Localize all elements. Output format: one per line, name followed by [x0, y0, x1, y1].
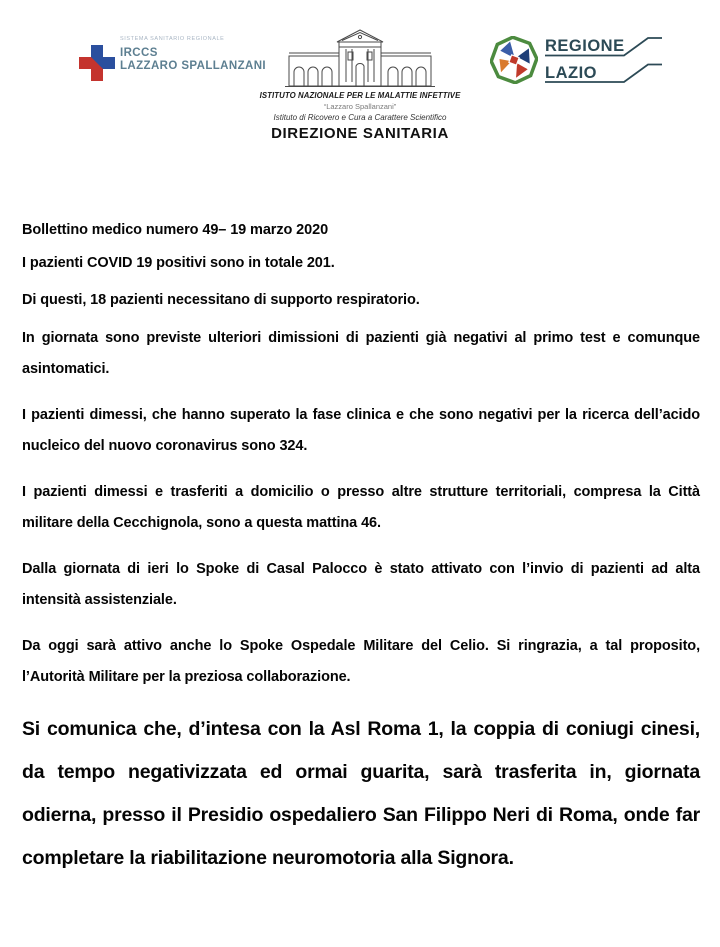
bulletin-body: [22, 215, 700, 880]
paragraph-chinese-couple-announcement: Si comunica che, d’intesa con la Asl Roma 1, la coppia di coniugi cinesi, da tempo negativizzata ed ormai guarita, sarà trasferita in, giornata odierna, presso il Presidio ospedaliero San Filippo Neri di Roma, onde far completare la riabilitazione neuromotoria alla Signora.: [22, 718, 700, 869]
spallanzani-building-icon: [285, 26, 435, 88]
institute-subtitle: Istituto di Ricovero e Cura a Carattere Scientifico: [273, 113, 447, 122]
bulletin-title: Bollettino medico numero 49– 19 marzo 2020: [22, 222, 329, 238]
paragraph-spoke-celio: Da oggi sarà attivo anche lo Spoke Ospedale Militare del Celio. Si ringrazia, a tal proposito, l’Autorità Militare per la preziosa collaborazione.: [22, 638, 700, 685]
paragraph-total-positive: I pazienti COVID 19 positivi sono in totale 201.: [22, 255, 335, 271]
regione-lazio-wordmark: [544, 33, 662, 87]
regione-text: REGIONE: [545, 37, 625, 55]
lazio-text: LAZIO: [545, 64, 597, 82]
paragraph-spoke-casal-palocco: Dalla giornata di ieri lo Spoke di Casal Palocco è stato attivato con l’invio di pazienti ad alta intensità assistenziale.: [22, 561, 700, 608]
letterhead: [0, 0, 720, 160]
lazio-emblem-icon: [490, 36, 538, 84]
irccs-label: IRCCS: [120, 47, 158, 59]
spallanzani-label: LAZZARO SPALLANZANI: [120, 60, 267, 72]
paragraph-expected-discharges: In giornata sono previste ulteriori dimissioni di pazienti già negativi al primo test e comunque asintomatici.: [22, 330, 700, 377]
health-directorate-title: DIREZIONE SANITARIA: [271, 125, 449, 142]
regione-lazio-logo: [490, 33, 662, 87]
paragraph-transferred-patients: I pazienti dimessi e trasferiti a domicilio o presso altre strutture territoriali, compresa la Città militare della Cecchignola, sono a questa mattina 46.: [22, 484, 700, 531]
paragraph-respiratory-support: Di questi, 18 pazienti necessitano di supporto respiratorio.: [22, 292, 420, 308]
paragraph-recovered-patients: I pazienti dimessi, che hanno superato la fase clinica e che sono negativi per la ricerca dell’acido nucleico del nuovo coronavirus sono 324.: [22, 407, 700, 454]
institute-header: [250, 26, 470, 142]
institute-name: ISTITUTO NAZIONALE PER LE MALATTIE INFETTIVE: [259, 91, 461, 100]
regional-health-system-label: SISTEMA SANITARIO REGIONALE: [120, 36, 225, 42]
irccs-logo: [78, 36, 266, 82]
medical-cross-icon: [78, 44, 116, 82]
institute-eponym: “Lazzaro Spallanzani”: [323, 102, 397, 111]
